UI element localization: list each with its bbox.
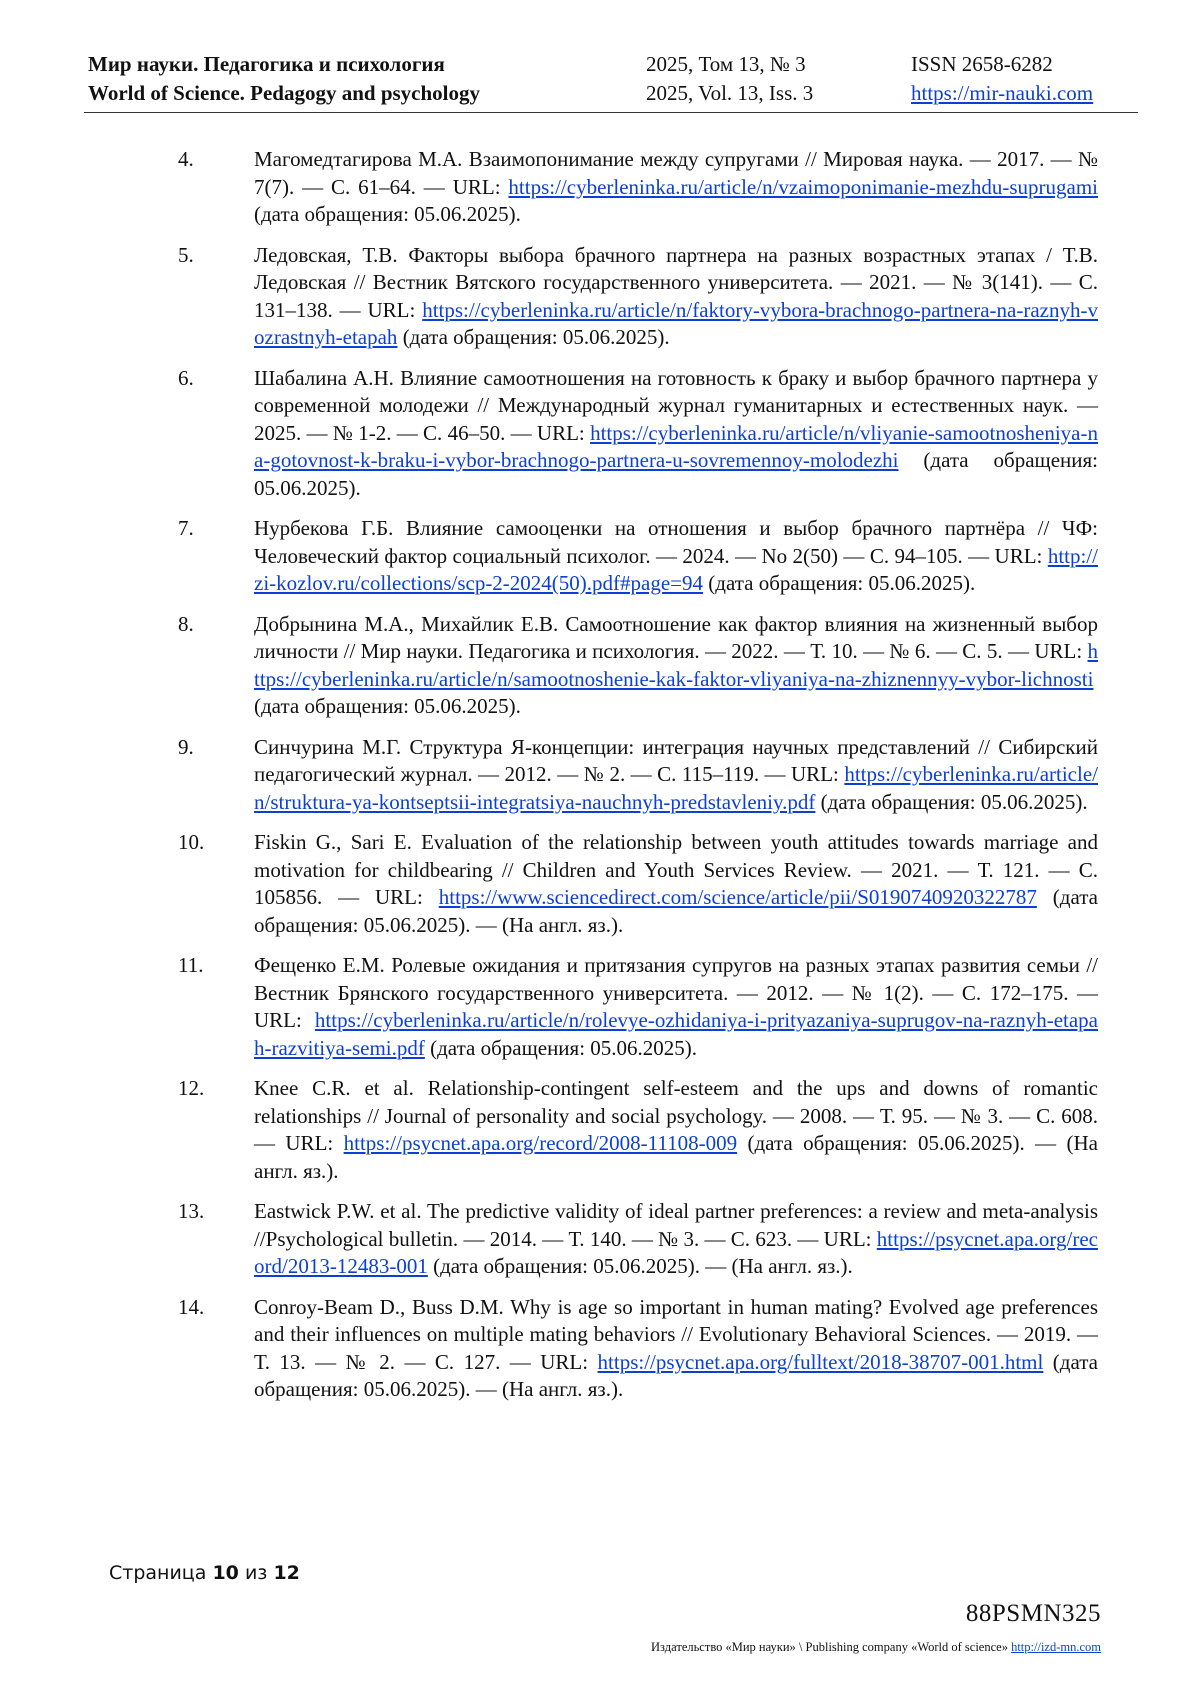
publisher-link[interactable]: http://izd-mn.com xyxy=(1011,1640,1101,1654)
reference-link[interactable]: https://cyberleninka.ru/article/n/vliyanie-samootnosheniya-na-gotovnost-k-braku-i-vybor-brachnogo-partnera-u-sovremennoy-molodezhi xyxy=(254,420,1098,472)
reference-text: Knee C.R. et al. Relationship-contingent self-esteem and the ups and downs of romantic relationships // Journal of personality and social psychology. — 2008. — Т. 95. — № 3. — С. 608. — URL: xyxy=(254,1076,1098,1155)
reference-item xyxy=(178,1198,1098,1281)
reference-item xyxy=(178,611,1098,721)
publisher-text: Издательство «Мир науки» \ Publishing company «World of science» xyxy=(651,1640,1012,1654)
reference-body xyxy=(254,366,1098,500)
reference-item xyxy=(178,1075,1098,1185)
reference-number: 7. xyxy=(178,516,194,540)
reference-number: 10. xyxy=(178,830,205,854)
reference-body xyxy=(254,243,1098,350)
reference-item xyxy=(178,1294,1098,1404)
reference-text: Eastwick P.W. et al. The predictive validity of ideal partner preferences: a review and meta-analysis //Psychological bulletin. — 2014. — Т. 140. — № 3. — С. 623. — URL: xyxy=(254,1199,1098,1251)
reference-list xyxy=(178,146,1098,1417)
page-counter xyxy=(109,1562,300,1584)
reference-number: 9. xyxy=(178,734,194,759)
reference-text: Conroy-Beam D., Buss D.M. Why is age so important in human mating? Evolved age preferences and their influences on multiple mating behaviors // Evolutionary Behavioral Sciences. — 2019. — Т. 13. — № 2. — С. 127. — URL: xyxy=(254,1294,1098,1374)
reference-number: 12. xyxy=(178,1076,205,1100)
reference-text: Шабалина А.Н. Влияние самоотношения на готовность к браку и выбор брачного партнера у современной молодежи // Международный журнал гуманитарных и естественных наук. — 2025. — № 1-2. — С. 46–50. — URL: xyxy=(254,365,1098,445)
reference-link[interactable]: http://zi-kozlov.ru/collections/scp-2-2024(50).pdf#page=94 xyxy=(254,543,1098,595)
reference-body xyxy=(254,612,1098,719)
reference-item xyxy=(178,829,1098,939)
reference-text: Синчурина М.Г. Структура Я-концепции: интеграция научных представлений // Сибирский педагогический журнал. — 2012. — № 2. — С. 115–119. — URL: xyxy=(254,734,1098,786)
reference-link[interactable]: https://cyberleninka.ru/article/n/vzaimoponimanie-mezhdu-suprugami xyxy=(508,174,1098,199)
page-of: из xyxy=(244,1562,268,1584)
publisher-line xyxy=(651,1640,1101,1655)
page-total: 12 xyxy=(273,1562,300,1584)
reference-body xyxy=(254,735,1098,814)
issn-block xyxy=(911,50,1093,108)
article-code: 88PSMN325 xyxy=(965,1600,1101,1627)
reference-link[interactable]: https://cyberleninka.ru/article/n/rolevye-ozhidaniya-i-prityazaniya-suprugov-na-raznyh-etapah-razvitiya-semi.pdf xyxy=(254,1008,1098,1060)
issue-block xyxy=(646,50,813,108)
reference-number: 4. xyxy=(178,147,194,171)
reference-text: Добрынина М.А., Михайлик Е.В. Самоотношение как фактор влияния на жизненный выбор личности // Мир науки. Педагогика и психология. — 2022. — Т. 10. — № 6. — С. 5. — URL: xyxy=(254,611,1098,663)
reference-body xyxy=(254,516,1098,595)
reference-number: 6. xyxy=(178,365,194,390)
reference-item xyxy=(178,242,1098,352)
reference-access-date: (дата обращения: 05.06.2025). xyxy=(703,571,976,595)
reference-number: 11. xyxy=(178,953,204,977)
reference-access-date: (дата обращения: 05.06.2025). xyxy=(424,1035,698,1060)
reference-access-date: (дата обращения: 05.06.2025). — (На англ. яз.). xyxy=(254,1349,1098,1401)
reference-body xyxy=(254,1076,1098,1183)
reference-link[interactable]: https://cyberleninka.ru/article/n/struktura-ya-kontseptsii-integratsiya-nauchnyh-predstavleniy.pdf xyxy=(254,762,1098,814)
reference-link[interactable]: https://cyberleninka.ru/article/n/samootnoshenie-kak-faktor-vliyaniya-na-zhiznennyy-vybor-lichnosti xyxy=(254,639,1098,691)
reference-text: Ледовская, Т.В. Факторы выбора брачного партнера на разных возрастных этапах / Т.В. Ледовская // Вестник Вятского государственного университета. — 2021. — № 3(141). — С. 131–138. — URL: xyxy=(254,242,1098,322)
reference-link[interactable]: https://psycnet.apa.org/record/2008-11108-009 xyxy=(343,1131,738,1155)
reference-access-date: (дата обращения: 05.06.2025). — (На англ. яз.). xyxy=(427,1254,853,1278)
reference-text: Нурбекова Г.Б. Влияние самооценки на отношения и выбор брачного партнёра // ЧФ: Человеческий фактор социальный психолог. — 2024. — No 2(50) — С. 94–105. — URL: xyxy=(254,516,1098,568)
reference-body xyxy=(254,1295,1098,1402)
reference-number: 14. xyxy=(178,1294,205,1319)
page-label: Страница xyxy=(109,1562,207,1584)
reference-text: Магомедтагирова М.А. Взаимопонимание между супругами // Мировая наука. — 2017. — № 7(7). — С. 61–64. — URL: xyxy=(254,147,1098,199)
reference-text: Fiskin G., Sari E. Evaluation of the relationship between youth attitudes towards marriage and motivation for childbearing // Children and Youth Services Review. — 2021. — Т. 121. — С. 105856. — URL: xyxy=(254,830,1098,909)
reference-number: 5. xyxy=(178,242,194,267)
issue-en: 2025, Vol. 13, Iss. 3 xyxy=(646,81,814,105)
reference-item xyxy=(178,515,1098,598)
reference-body xyxy=(254,953,1098,1060)
journal-header xyxy=(84,50,1138,113)
reference-body xyxy=(254,830,1098,937)
reference-item xyxy=(178,146,1098,229)
reference-access-date: (дата обращения: 05.06.2025). — (На англ. яз.). xyxy=(254,1131,1098,1183)
reference-access-date: (дата обращения: 05.06.2025). xyxy=(254,448,1098,500)
journal-title-ru: Мир науки. Педагогика и психология xyxy=(88,52,445,76)
reference-link[interactable]: https://cyberleninka.ru/article/n/faktory-vybora-brachnogo-partnera-na-raznyh-vozrastnyh-etapah xyxy=(254,297,1098,349)
issue-ru: 2025, Том 13, № 3 xyxy=(646,52,806,76)
reference-link[interactable]: https://www.sciencedirect.com/science/article/pii/S0190740920322787 xyxy=(438,885,1037,909)
reference-text: Фещенко Е.М. Ролевые ожидания и притязания супругов на разных этапах развития семьи //Вестник Брянского государственного университета. — 2012. — № 1(2). — С. 172–175. — URL: xyxy=(254,953,1098,1032)
page-current: 10 xyxy=(212,1562,239,1584)
reference-access-date: (дата обращения: 05.06.2025). — (На англ. яз.). xyxy=(254,885,1098,937)
reference-item xyxy=(178,365,1098,503)
journal-site-link[interactable]: https://mir-nauki.com xyxy=(911,81,1094,105)
reference-item xyxy=(178,952,1098,1062)
reference-body xyxy=(254,1199,1098,1278)
issn: ISSN 2658-6282 xyxy=(911,52,1053,76)
reference-access-date: (дата обращения: 05.06.2025). xyxy=(397,325,670,349)
reference-body xyxy=(254,147,1098,226)
reference-access-date: (дата обращения: 05.06.2025). xyxy=(254,202,521,226)
reference-access-date: (дата обращения: 05.06.2025). xyxy=(815,789,1088,814)
reference-number: 13. xyxy=(178,1199,205,1223)
reference-link[interactable]: https://psycnet.apa.org/fulltext/2018-38707-001.html xyxy=(597,1349,1044,1374)
reference-number: 8. xyxy=(178,611,194,636)
reference-access-date: (дата обращения: 05.06.2025). xyxy=(254,694,521,718)
journal-title-en: World of Science. Pedagogy and psychology xyxy=(88,81,481,105)
reference-link[interactable]: https://psycnet.apa.org/record/2013-12483-001 xyxy=(254,1226,1098,1278)
reference-item xyxy=(178,734,1098,817)
journal-title-block xyxy=(88,50,480,108)
